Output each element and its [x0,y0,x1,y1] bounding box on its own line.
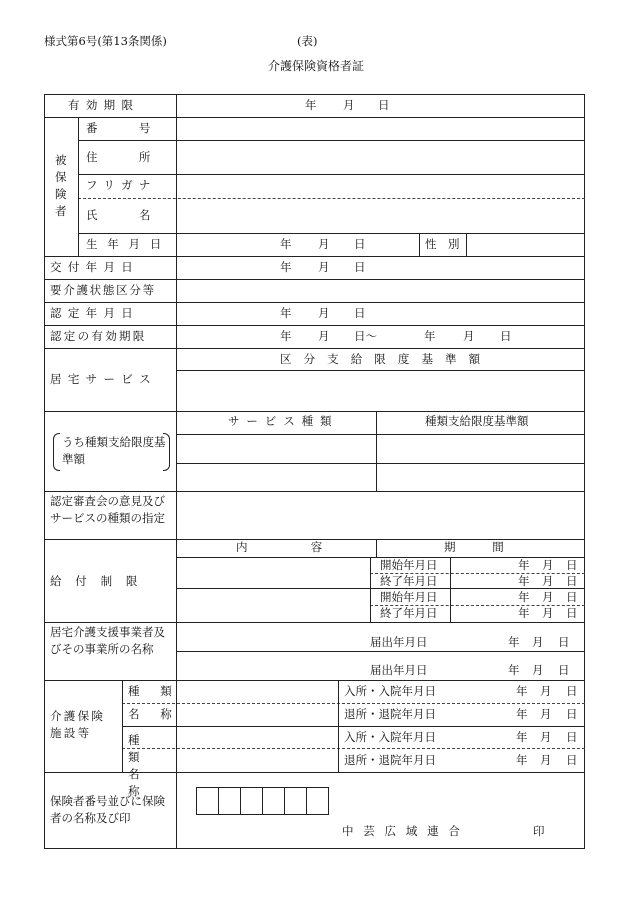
end-date-label-2: 終了年月日 [380,606,438,620]
f1-month: 月 [540,684,552,698]
bracket-left [53,433,60,471]
name-label: 氏名 [86,208,192,222]
start-date-label-2: 開始年月日 [380,590,438,604]
cert-valid-to-day: 日 [500,329,512,343]
p1-day: 日 [566,558,578,572]
f3-month: 月 [540,730,552,744]
admit-date-label-1: 入所・入院年月日 [344,684,436,698]
validity-year: 年 [305,98,317,112]
birthdate-label: 生年月日 [86,237,172,251]
address-label: 住所 [86,150,192,164]
facility-kind-1: 種類 [128,684,193,698]
p2-year: 年 [518,574,530,588]
insured-label: 被保険者 [55,153,67,218]
f4-year: 年 [516,753,528,767]
care-support-label: 居宅介護支援事業者及びその事業所の名称 [50,625,165,656]
cert-valid-to-year: 年 [424,329,436,343]
kind-limit-label: うち種類支給限度基準額 [62,435,166,466]
insurer-digit-box [284,787,307,815]
f2-day: 日 [566,707,578,721]
furigana-label: フリガナ [86,178,157,192]
p1-month: 月 [542,558,554,572]
insurer-digit-box [240,787,263,815]
care-level-label: 要介護状態区分等 [50,283,156,297]
p2-month: 月 [542,574,554,588]
cert-validity-label: 認定の有効期限 [50,329,147,343]
facility-kind-name-2: 種類名称 [128,733,158,798]
birth-year: 年 [280,237,292,251]
issue-month: 月 [318,260,330,274]
n1-day: 日 [558,635,570,649]
content-header: 内容 [236,540,386,554]
p3-year: 年 [518,590,530,604]
p3-month: 月 [542,590,554,604]
limit-amount-header: 区分支給限度基準額 [280,352,493,366]
benefit-limit-label: 給付制限 [50,574,152,588]
form-side: (表) [297,34,318,48]
p4-month: 月 [542,606,554,620]
insurer-digit-box [196,787,219,815]
p3-day: 日 [566,590,578,604]
n2-month: 月 [532,663,544,677]
start-date-label-1: 開始年月日 [380,558,438,572]
insurer-digit-box [218,787,241,815]
n2-year: 年 [508,663,520,677]
discharge-date-label-1: 退所・退院年月日 [344,707,436,721]
number-label: 番号 [86,121,192,135]
p4-year: 年 [518,606,530,620]
notify-date-label-2: 届出年月日 [370,663,428,677]
f3-year: 年 [516,730,528,744]
f2-year: 年 [516,707,528,721]
birth-day: 日 [354,237,366,251]
home-service-label: 居宅サービス [50,372,157,386]
seal-mark: 印 [533,824,545,838]
p2-day: 日 [566,574,578,588]
f1-year: 年 [516,684,528,698]
validity-day: 日 [378,98,390,112]
cert-date-label: 認定年月日 [50,306,140,320]
period-header: 期間 [444,540,541,554]
validity-month: 月 [343,98,355,112]
f2-month: 月 [540,707,552,721]
insurer-label: 保険者番号並びに保険者の名称及び印 [50,794,165,825]
facility-label: 介護保険施設等 [50,709,106,740]
page-title: 介護保険資格者証 [268,59,365,73]
issue-date-label: 交付年月日 [50,260,140,274]
n1-month: 月 [532,635,544,649]
insurer-digit-box [306,787,329,815]
kind-limit-amount-header: 種類支給限度基準額 [425,414,529,428]
issue-day: 日 [354,260,366,274]
insurer-union-name: 中芸広域連合 [342,824,470,838]
cert-valid-to-month: 月 [463,329,475,343]
end-date-label-1: 終了年月日 [380,574,438,588]
p4-day: 日 [566,606,578,620]
cert-day: 日 [354,306,366,320]
opinion-label: 認定審査会の意見及びサービスの種類の指定 [50,494,165,525]
f3-day: 日 [566,730,578,744]
admit-date-label-2: 入所・入院年月日 [344,730,436,744]
notify-date-label-1: 届出年月日 [370,635,428,649]
cert-year: 年 [280,306,292,320]
validity-label: 有効期限 [68,98,140,112]
f4-day: 日 [566,753,578,767]
cert-valid-from-day: 日〜 [354,329,377,343]
insurer-digit-box [262,787,285,815]
p1-year: 年 [518,558,530,572]
f1-day: 日 [566,684,578,698]
f4-month: 月 [540,753,552,767]
service-kind-header: サービス種類 [228,414,339,428]
facility-name-1: 名称 [128,707,193,721]
cert-valid-from-month: 月 [318,329,330,343]
form-number: 様式第6号(第13条関係) [44,34,167,48]
discharge-date-label-2: 退所・退院年月日 [344,753,436,767]
n2-day: 日 [558,663,570,677]
gender-label: 性別 [425,237,471,251]
birth-month: 月 [318,237,330,251]
cert-valid-from-year: 年 [280,329,292,343]
cert-month: 月 [318,306,330,320]
issue-year: 年 [280,260,292,274]
n1-year: 年 [508,635,520,649]
